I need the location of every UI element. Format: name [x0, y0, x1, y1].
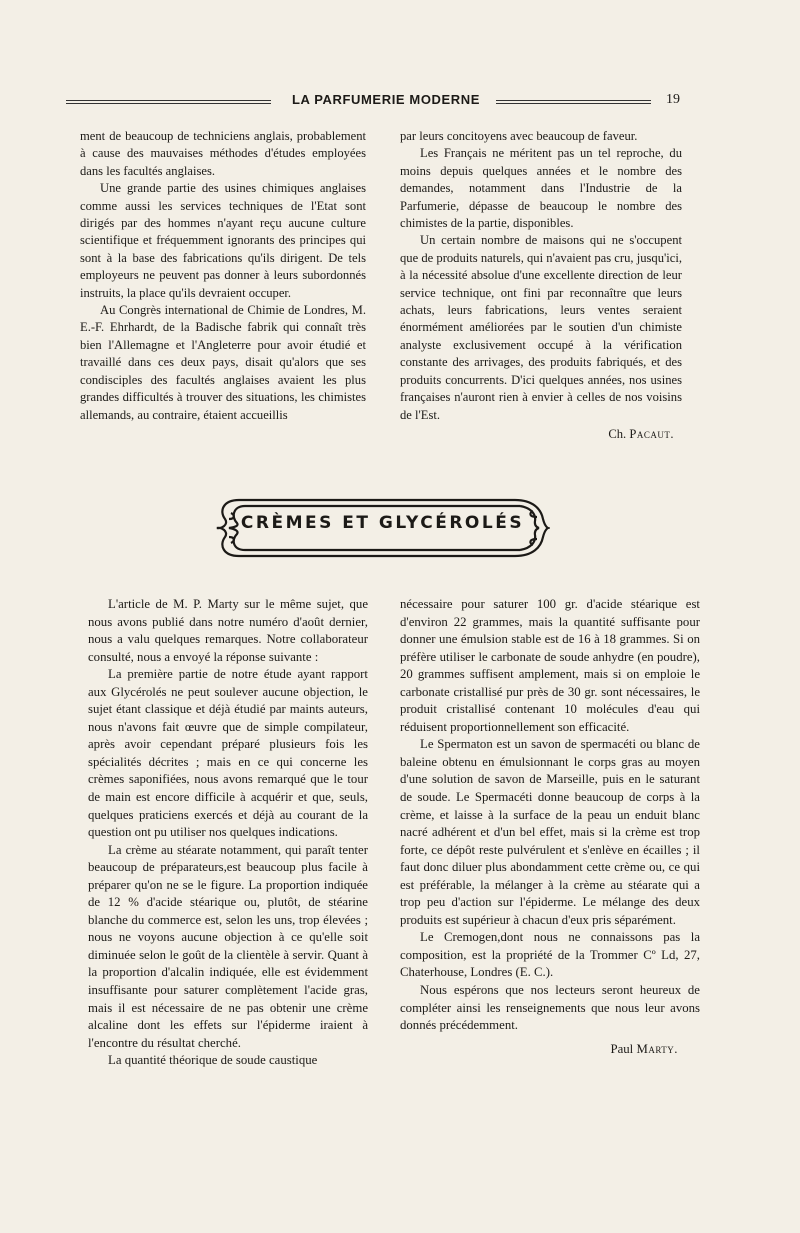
signature-first: Paul — [610, 1041, 634, 1056]
article2-column-right — [400, 596, 700, 1058]
section-title: CRÈMES ET GLYCÉROLÉS — [240, 513, 525, 533]
signature-last: Pacaut. — [629, 426, 674, 441]
running-header — [66, 92, 681, 114]
paragraph: Nous espérons que nos lecteurs seront heureux de compléter ainsi les renseignements que nous leur avons donnés précédemment. — [400, 983, 700, 1033]
paragraph: Les Français ne méritent pas un tel reproche, du moins depuis quelques années et le nombre des demandes, notamment dans l'Industrie de la Parfumerie, dépasse de beaucoup le nombre des chimistes de la partie, disponibles. — [400, 146, 682, 231]
paragraph: L'article de M. P. Marty sur le même sujet, que nous avons publié dans notre numéro d'août dernier, nous a valu quelques remarques. Notre collaborateur consulté, nous a envoyé la réponse suivante : — [88, 597, 368, 664]
paragraph: La première partie de notre étude ayant rapport aux Glycérolés ne peut soulever aucune objection, le sujet étant classique et déjà étudié par maints auteurs, nous n'avons fait œuvre que de simple compilateur, après avoir cependant préparé plusieurs fois les spécialités décrites ; mais en ce qui concerne les crèmes saponifiées, nous avons remarqué que le tour de main est encore difficile à acquérir et que, seuls, quelques praticiens exercés et déjà au courant de la question ont pu utiliser nos quelques indications. — [88, 667, 368, 840]
paragraph: nécessaire pour saturer 100 gr. d'acide stéarique est d'environ 22 grammes, mais la quantité suffisante pour donner une émulsion stable est de 16 à 18 grammes. Si on préfère utiliser le carbonate de soude anhydre (en poudre), 20 grammes suffisent amplement, mais si on emploie le carbonate cristallisé pur près de 30 gr. sont nécessaires, le produit cristallisé contenant 10 molécules d'eau qui réduisent proportionnellement son efficacité. — [400, 597, 700, 734]
signature-last: Marty. — [636, 1041, 678, 1056]
article2-column-left — [88, 596, 368, 1070]
journal-title: LA PARFUMERIE MODERNE — [291, 92, 481, 107]
paragraph: Au Congrès international de Chimie de Londres, M. E.-F. Ehrhardt, de la Badische fabrik qui connaît très bien l'Allemagne et l'Angleterre pour avoir étudié et travaillé dans ces deux pays, disait qu'alors que ses condisciples des facultés anglaises avaient les plus grandes difficultés à trouver des situations, les chimistes allemands, au contraire, étaient accueillis — [80, 303, 366, 422]
paragraph: par leurs concitoyens avec beaucoup de faveur. — [400, 129, 638, 143]
article1-column-right — [400, 128, 682, 443]
author-signature — [400, 1041, 700, 1059]
header-rule-left — [66, 100, 271, 104]
paragraph: Le Spermaton est un savon de spermacéti ou blanc de baleine obtenu en émulsionnant le corps gras au moyen d'une solution de savon de Marseille, puis en le saturant de soude. Le Spermacéti donne beaucoup de corps à la crème, et laisse à la surface de la peau un enduit blanc nacré adhérent et d'un bel effet, mais si la crème est trop forte, ce dépôt reste pulvérulent et s'enlève en écailles ; il faut donc diluer plus abondamment cette crème ou, ce qui est préférable, la mélanger à la crème au stéarate qui a trop peu d'action sur l'épiderme. Le mélange des deux produits est supérieur à chacun d'eux pris séparément. — [400, 737, 700, 927]
section-banner — [215, 497, 550, 559]
article1-column-left — [80, 128, 366, 424]
paragraph: ment de beaucoup de techniciens anglais, probablement à cause des mauvaises méthodes d'études employées dans les facultés anglaises. — [80, 129, 366, 178]
page-number: 19 — [666, 92, 680, 107]
header-rule-right — [496, 100, 651, 104]
paragraph: Un certain nombre de maisons qui ne s'occupent que de produits naturels, qui n'avaient pas cru, jusqu'ici, à la nécessité absolue d'une excellente direction de leur service technique, ont fini par reconnaître que leurs achats, leurs fabrications, leurs ventes seraient énormément améliorées par le soutien d'un chimiste analyste exclusivement occupé à la vérification constante des arrivages, des produits fabriqués, et des produits concurrents. D'ici quelques années, nos usines françaises n'auront rien à envier à celles de nos voisins de l'Est. — [400, 233, 682, 422]
paragraph: Une grande partie des usines chimiques anglaises comme aussi les services techniques de l'Etat sont dirigés par des hommes n'ayant reçu aucune culture scientifique et fréquemment ignorants des principes qui sont à la base des fabrications qu'ils dirigent. De tels employeurs ne peuvent pas donner à leurs subordonnés instruits, la place qu'ils devraient occuper. — [80, 181, 366, 300]
paragraph: Le Cremogen,dont nous ne connaissons pas la composition, est la propriété de la Trommer Cº Ld, 27, Chaterhouse, Londres (E. C.). — [400, 930, 700, 980]
paragraph: La crème au stéarate notamment, qui paraît tenter beaucoup de préparateurs,est beaucoup plus facile à préparer qu'on ne se le figure. La proportion indiquée de 12 % d'acide stéarique ou, plutôt, de stéarine blanche du commerce est, selon les uns, trop élevées ; nous ne voyons aucune objection à ce qu'elle soit diminuée selon le goût de la clientèle à servir. Quant à la proportion d'alcalin indiquée, elle est évidemment insuffisante pour saturer complètement l'acide gras, mais il est nécessaire de ne pas obtenir une crème alcaline dont les effets sur l'épiderme iraient à l'encontre du résultat cherché. — [88, 842, 368, 1050]
paragraph: La quantité théorique de soude caustique — [108, 1053, 318, 1068]
author-signature — [400, 426, 682, 443]
signature-first: Ch. — [608, 426, 627, 441]
